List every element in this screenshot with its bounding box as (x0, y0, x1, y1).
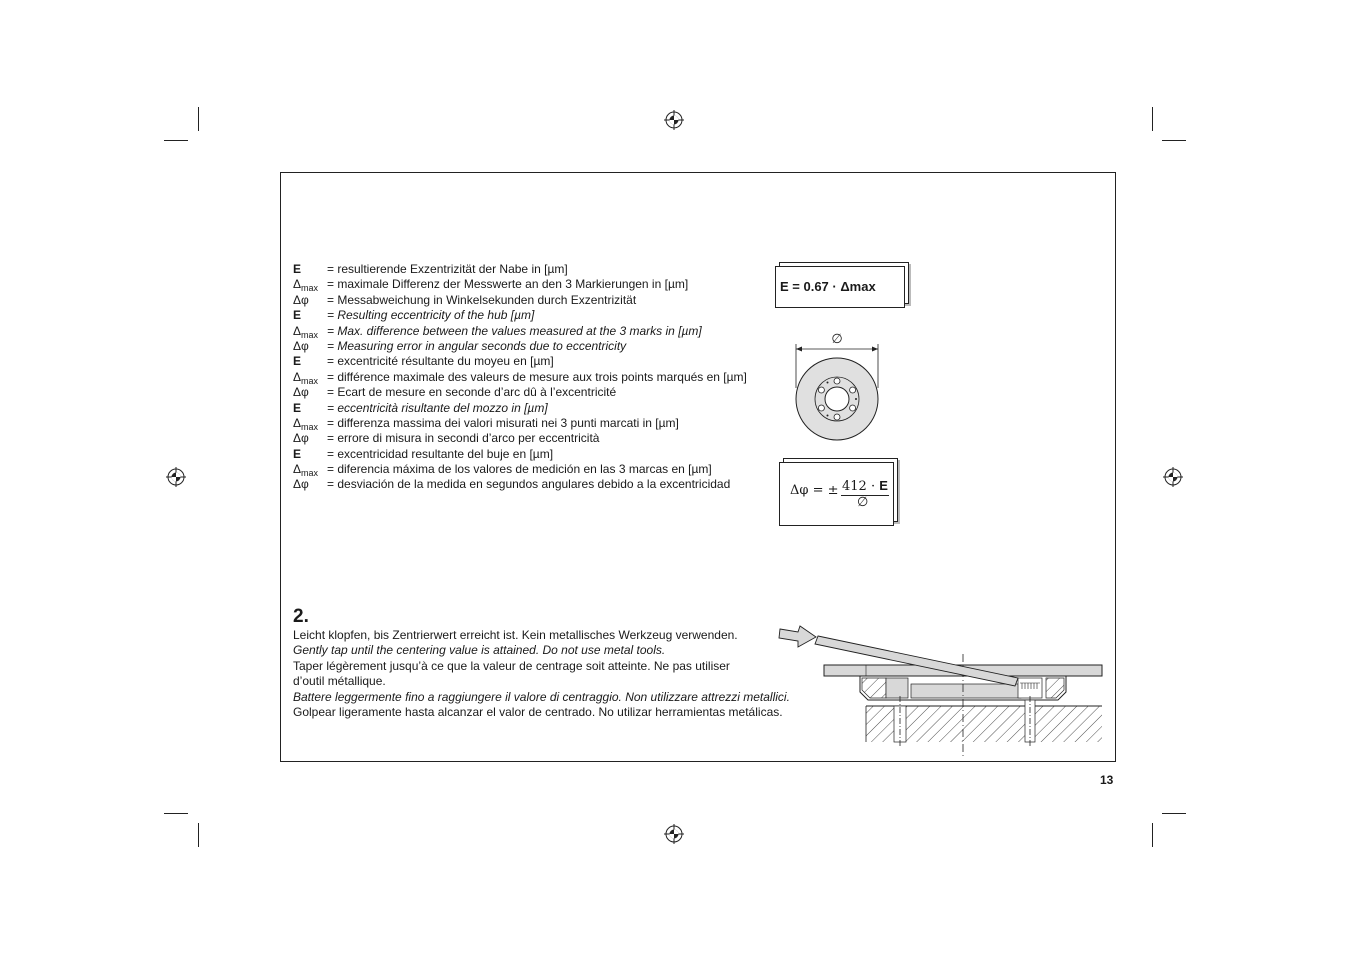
instruction-line: Battere leggermente fino a raggiungere il valore di centraggio. Non utilizzare attrezzi metallici. (293, 689, 790, 704)
tapping-diagram (776, 622, 1108, 758)
legend-symbol: E (293, 262, 302, 276)
angular-error-formula-box (779, 462, 894, 526)
legend-symbol: E (293, 446, 302, 461)
legend-text: = differenza massima dei valori misurati nei 3 punti marcati in [µm] (327, 415, 679, 430)
registration-mark-icon (664, 110, 684, 130)
legend-row (293, 477, 773, 492)
legend-row (293, 324, 773, 339)
crop-mark (198, 107, 199, 131)
legend-text: = différence maximale des valeurs de mesure aux trois points marqués en [µm] (327, 369, 747, 384)
legend-text: = desviación de la medida en segundos angulares debido a la excentricidad (327, 477, 731, 492)
legend-text: = diferencia máxima de los valores de medición en las 3 marcas en [µm] (327, 462, 712, 477)
legend-row (293, 354, 773, 369)
legend-text: = Max. difference between the values measured at the 3 marks in [µm] (327, 323, 702, 338)
arrow-icon (779, 626, 816, 647)
formula-numerator: 412 · E (842, 478, 888, 494)
crop-mark (1162, 140, 1186, 141)
crop-mark (198, 823, 199, 847)
crop-mark (164, 813, 188, 814)
legend-text: = errore di misura in secondi d’arco per eccentricità (327, 431, 600, 446)
legend-row (293, 401, 773, 416)
legend-text: = Messabweichung in Winkelsekunden durch Exzentrizität (327, 292, 637, 307)
legend-symbol: $\Delta_{max}$ (293, 462, 319, 479)
legend-symbol: E (293, 308, 302, 323)
crop-mark (164, 140, 188, 141)
formula-denominator: ∅ (857, 495, 869, 510)
formula-lhs: Δφ = ± (790, 483, 839, 498)
legend-symbol: $\Delta_{max}$ (293, 323, 319, 340)
registration-mark-icon (1163, 467, 1183, 487)
legend-row (293, 370, 773, 385)
legend-symbol: $\Delta_{max}$ (293, 369, 319, 386)
crop-mark (1162, 813, 1186, 814)
legend-row (293, 293, 773, 308)
legend-row (293, 385, 773, 400)
hub-diameter-diagram (790, 328, 885, 448)
legend-text: = excentricidad resultante del buje en [µm] (327, 446, 554, 461)
instruction-line: Leicht klopfen, bis Zentrierwert erreicht ist. Kein metallisches Werkzeug verwenden. (293, 628, 738, 642)
legend-symbol: Δφ (293, 338, 309, 353)
legend-row (293, 462, 773, 477)
instruction-line: Golpear ligeramente hasta alcanzar el valor de centrado. No utilizar herramientas metálicas. (293, 705, 783, 720)
legend-row (293, 339, 773, 354)
legend-row (293, 416, 773, 431)
crop-mark (1152, 107, 1153, 131)
legend-symbol: $\Delta_{max}$ (293, 415, 319, 432)
instruction-line: Gently tap until the centering value is attained. Do not use metal tools. (293, 643, 666, 658)
legend-text: = maximale Differenz der Messwerte an den 3 Markierungen in [µm] (327, 277, 689, 292)
legend-symbol: E (293, 354, 302, 369)
legend-row (293, 277, 773, 292)
legend-symbol: Δφ (293, 477, 309, 492)
instruction-line: Taper légèrement jusqu’à ce que la valeur de centrage soit atteinte. Ne pas utiliser (293, 658, 730, 673)
registration-mark-icon (664, 824, 684, 844)
instruction-line: d’outil métallique. (293, 674, 386, 689)
legend-row (293, 447, 773, 462)
legend-text: = resultierende Exzentrizität der Nabe in [µm] (327, 262, 568, 276)
legend-text: = Resulting eccentricity of the hub [µm] (327, 308, 535, 323)
legend-row (293, 262, 773, 277)
legend-symbol: Δφ (293, 431, 309, 446)
symbol-legend (293, 262, 773, 493)
step-2-section (293, 606, 790, 720)
registration-mark-icon (166, 467, 186, 487)
eccentricity-formula: E = 0.67 · Δmax (780, 279, 876, 294)
legend-text: = Measuring error in angular seconds due to eccentricity (327, 338, 627, 353)
legend-row (293, 308, 773, 323)
legend-text: = excentricité résultante du moyeu en [µm] (327, 354, 554, 369)
legend-symbol: $\Delta_{max}$ (293, 277, 319, 294)
crop-mark (1152, 823, 1153, 847)
legend-symbol: E (293, 400, 302, 415)
diameter-symbol: ∅ (831, 332, 843, 347)
legend-text: = eccentricità risultante del mozzo in [µm] (327, 400, 548, 415)
legend-text: = Ecart de mesure en seconde d’arc dû à l’excentricité (327, 385, 617, 400)
legend-symbol: Δφ (293, 292, 309, 307)
eccentricity-formula-box (775, 266, 905, 308)
step-number: 2. (293, 606, 309, 627)
page-number: 13 (1100, 773, 1114, 787)
legend-symbol: Δφ (293, 385, 309, 400)
legend-row (293, 431, 773, 446)
